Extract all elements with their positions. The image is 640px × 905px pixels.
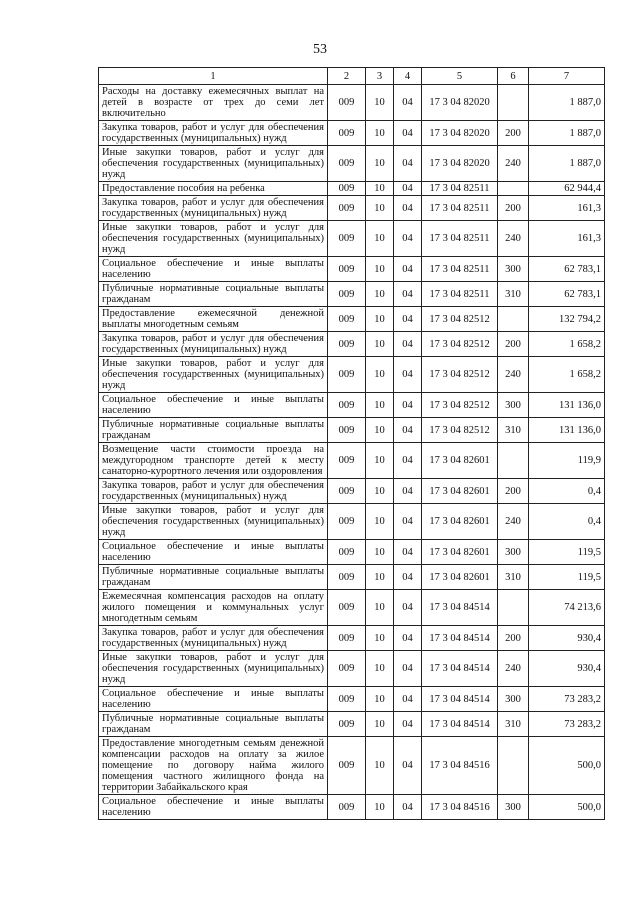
column-header: 4 (394, 68, 422, 85)
row-csr-cell: 17 3 04 82512 (422, 307, 498, 332)
table-row (99, 121, 605, 146)
row-sum-cell: 132 794,2 (529, 307, 605, 332)
row-name-cell: Ежемесячная компенсация расходов на оплату жилого помещения и коммунальных услуг многодетным семьям (99, 590, 328, 626)
row-name-cell: Социальное обеспечение и иные выплаты населению (99, 795, 328, 820)
row-sum-cell: 0,4 (529, 479, 605, 504)
row-csr-cell: 17 3 04 82511 (422, 282, 498, 307)
row-rz-cell: 10 (366, 121, 394, 146)
row-rz-cell: 10 (366, 257, 394, 282)
row-vr-cell: 300 (498, 795, 529, 820)
table-row (99, 443, 605, 479)
row-pr-cell: 04 (394, 307, 422, 332)
row-sum-cell: 119,5 (529, 540, 605, 565)
row-sum-cell: 1 887,0 (529, 121, 605, 146)
column-header: 7 (529, 68, 605, 85)
table-row (99, 221, 605, 257)
row-grbs-cell: 009 (328, 565, 366, 590)
row-pr-cell: 04 (394, 479, 422, 504)
row-pr-cell: 04 (394, 196, 422, 221)
row-rz-cell: 10 (366, 795, 394, 820)
row-vr-cell: 240 (498, 504, 529, 540)
row-grbs-cell: 009 (328, 795, 366, 820)
row-grbs-cell: 009 (328, 182, 366, 196)
row-vr-cell (498, 182, 529, 196)
row-name-cell: Социальное обеспечение и иные выплаты населению (99, 257, 328, 282)
table-body (99, 85, 605, 820)
row-csr-cell: 17 3 04 82601 (422, 443, 498, 479)
row-name-cell: Закупка товаров, работ и услуг для обеспечения государственных (муниципальных) нужд (99, 332, 328, 357)
row-pr-cell: 04 (394, 121, 422, 146)
row-name-cell: Социальное обеспечение и иные выплаты населению (99, 687, 328, 712)
row-pr-cell: 04 (394, 221, 422, 257)
row-pr-cell: 04 (394, 85, 422, 121)
row-rz-cell: 10 (366, 196, 394, 221)
row-pr-cell: 04 (394, 626, 422, 651)
row-csr-cell: 17 3 04 82511 (422, 221, 498, 257)
row-pr-cell: 04 (394, 146, 422, 182)
row-pr-cell: 04 (394, 257, 422, 282)
row-grbs-cell: 009 (328, 443, 366, 479)
table-row (99, 418, 605, 443)
row-csr-cell: 17 3 04 82512 (422, 332, 498, 357)
row-rz-cell: 10 (366, 737, 394, 795)
row-rz-cell: 10 (366, 590, 394, 626)
row-sum-cell: 131 136,0 (529, 418, 605, 443)
table-row (99, 85, 605, 121)
row-sum-cell: 500,0 (529, 795, 605, 820)
row-grbs-cell: 009 (328, 504, 366, 540)
row-grbs-cell: 009 (328, 332, 366, 357)
row-grbs-cell: 009 (328, 737, 366, 795)
row-csr-cell: 17 3 04 82512 (422, 418, 498, 443)
row-name-cell: Публичные нормативные социальные выплаты гражданам (99, 418, 328, 443)
table-row (99, 146, 605, 182)
row-pr-cell: 04 (394, 504, 422, 540)
row-pr-cell: 04 (394, 712, 422, 737)
row-vr-cell: 300 (498, 687, 529, 712)
row-grbs-cell: 009 (328, 196, 366, 221)
row-grbs-cell: 009 (328, 393, 366, 418)
row-csr-cell: 17 3 04 82601 (422, 540, 498, 565)
header-row (99, 68, 605, 85)
row-csr-cell: 17 3 04 82020 (422, 85, 498, 121)
row-name-cell: Предоставление пособия на ребенка (99, 182, 328, 196)
table-row (99, 257, 605, 282)
row-name-cell: Социальное обеспечение и иные выплаты населению (99, 393, 328, 418)
row-rz-cell: 10 (366, 357, 394, 393)
row-vr-cell: 200 (498, 332, 529, 357)
row-vr-cell: 200 (498, 626, 529, 651)
table-row (99, 393, 605, 418)
row-pr-cell: 04 (394, 565, 422, 590)
row-csr-cell: 17 3 04 84516 (422, 737, 498, 795)
row-pr-cell: 04 (394, 393, 422, 418)
row-sum-cell: 119,9 (529, 443, 605, 479)
row-csr-cell: 17 3 04 82601 (422, 504, 498, 540)
row-grbs-cell: 009 (328, 282, 366, 307)
row-name-cell: Иные закупки товаров, работ и услуг для обеспечения государственных (муниципальных) нужд (99, 146, 328, 182)
table-row (99, 357, 605, 393)
row-grbs-cell: 009 (328, 257, 366, 282)
row-name-cell: Иные закупки товаров, работ и услуг для обеспечения государственных (муниципальных) нужд (99, 357, 328, 393)
row-pr-cell: 04 (394, 687, 422, 712)
row-grbs-cell: 009 (328, 146, 366, 182)
row-csr-cell: 17 3 04 82020 (422, 121, 498, 146)
row-rz-cell: 10 (366, 182, 394, 196)
table-row (99, 332, 605, 357)
row-sum-cell: 119,5 (529, 565, 605, 590)
row-sum-cell: 73 283,2 (529, 712, 605, 737)
row-csr-cell: 17 3 04 82512 (422, 393, 498, 418)
row-pr-cell: 04 (394, 795, 422, 820)
row-grbs-cell: 009 (328, 651, 366, 687)
row-sum-cell: 62 944,4 (529, 182, 605, 196)
row-vr-cell: 200 (498, 121, 529, 146)
row-vr-cell: 240 (498, 221, 529, 257)
table-row (99, 307, 605, 332)
row-grbs-cell: 009 (328, 307, 366, 332)
row-sum-cell: 1 658,2 (529, 332, 605, 357)
row-name-cell: Социальное обеспечение и иные выплаты населению (99, 540, 328, 565)
table-row (99, 687, 605, 712)
row-vr-cell: 310 (498, 282, 529, 307)
row-vr-cell: 300 (498, 393, 529, 418)
row-sum-cell: 1 658,2 (529, 357, 605, 393)
row-name-cell: Предоставление ежемесячной денежной выплаты многодетным семьям (99, 307, 328, 332)
row-pr-cell: 04 (394, 357, 422, 393)
row-pr-cell: 04 (394, 590, 422, 626)
row-name-cell: Иные закупки товаров, работ и услуг для обеспечения государственных (муниципальных) нужд (99, 504, 328, 540)
row-sum-cell: 930,4 (529, 626, 605, 651)
row-pr-cell: 04 (394, 651, 422, 687)
column-header: 1 (99, 68, 328, 85)
row-pr-cell: 04 (394, 418, 422, 443)
row-vr-cell (498, 307, 529, 332)
row-grbs-cell: 009 (328, 418, 366, 443)
row-vr-cell: 310 (498, 418, 529, 443)
row-grbs-cell: 009 (328, 221, 366, 257)
row-csr-cell: 17 3 04 84516 (422, 795, 498, 820)
row-vr-cell (498, 590, 529, 626)
table-row (99, 626, 605, 651)
row-vr-cell: 310 (498, 565, 529, 590)
row-sum-cell: 62 783,1 (529, 257, 605, 282)
table-row (99, 712, 605, 737)
row-rz-cell: 10 (366, 651, 394, 687)
row-csr-cell: 17 3 04 82601 (422, 479, 498, 504)
row-pr-cell: 04 (394, 332, 422, 357)
table-row (99, 737, 605, 795)
row-rz-cell: 10 (366, 221, 394, 257)
row-rz-cell: 10 (366, 332, 394, 357)
row-name-cell: Закупка товаров, работ и услуг для обеспечения государственных (муниципальных) нужд (99, 196, 328, 221)
table-row (99, 182, 605, 196)
row-rz-cell: 10 (366, 479, 394, 504)
row-rz-cell: 10 (366, 146, 394, 182)
row-sum-cell: 1 887,0 (529, 85, 605, 121)
row-sum-cell: 62 783,1 (529, 282, 605, 307)
row-pr-cell: 04 (394, 540, 422, 565)
column-header: 3 (366, 68, 394, 85)
row-vr-cell (498, 85, 529, 121)
row-sum-cell: 161,3 (529, 196, 605, 221)
table-row (99, 540, 605, 565)
row-rz-cell: 10 (366, 393, 394, 418)
row-vr-cell: 300 (498, 257, 529, 282)
row-vr-cell: 240 (498, 651, 529, 687)
column-header: 2 (328, 68, 366, 85)
row-vr-cell: 240 (498, 357, 529, 393)
row-sum-cell: 161,3 (529, 221, 605, 257)
row-name-cell: Возмещение части стоимости проезда на междугородном транспорте детей к месту санаторно-курортного лечения или оздоровления (99, 443, 328, 479)
row-sum-cell: 500,0 (529, 737, 605, 795)
row-sum-cell: 930,4 (529, 651, 605, 687)
row-rz-cell: 10 (366, 282, 394, 307)
row-name-cell: Закупка товаров, работ и услуг для обеспечения государственных (муниципальных) нужд (99, 479, 328, 504)
row-csr-cell: 17 3 04 82511 (422, 196, 498, 221)
row-pr-cell: 04 (394, 737, 422, 795)
row-csr-cell: 17 3 04 82511 (422, 182, 498, 196)
row-name-cell: Публичные нормативные социальные выплаты гражданам (99, 712, 328, 737)
row-csr-cell: 17 3 04 82512 (422, 357, 498, 393)
row-csr-cell: 17 3 04 82601 (422, 565, 498, 590)
row-grbs-cell: 009 (328, 540, 366, 565)
row-grbs-cell: 009 (328, 85, 366, 121)
row-grbs-cell: 009 (328, 479, 366, 504)
row-rz-cell: 10 (366, 626, 394, 651)
row-rz-cell: 10 (366, 307, 394, 332)
column-header: 6 (498, 68, 529, 85)
row-grbs-cell: 009 (328, 626, 366, 651)
row-name-cell: Расходы на доставку ежемесячных выплат на детей в возрасте от трех до семи лет включительно (99, 85, 328, 121)
row-rz-cell: 10 (366, 712, 394, 737)
row-rz-cell: 10 (366, 540, 394, 565)
row-grbs-cell: 009 (328, 590, 366, 626)
row-name-cell: Закупка товаров, работ и услуг для обеспечения государственных (муниципальных) нужд (99, 121, 328, 146)
page-number: 53 (313, 42, 327, 57)
row-name-cell: Иные закупки товаров, работ и услуг для обеспечения государственных (муниципальных) нужд (99, 651, 328, 687)
row-sum-cell: 131 136,0 (529, 393, 605, 418)
row-csr-cell: 17 3 04 84514 (422, 626, 498, 651)
table-row (99, 795, 605, 820)
row-pr-cell: 04 (394, 282, 422, 307)
budget-table (98, 67, 605, 820)
row-vr-cell: 310 (498, 712, 529, 737)
row-csr-cell: 17 3 04 84514 (422, 590, 498, 626)
table-row (99, 196, 605, 221)
row-rz-cell: 10 (366, 418, 394, 443)
row-vr-cell: 240 (498, 146, 529, 182)
row-rz-cell: 10 (366, 687, 394, 712)
table-row (99, 282, 605, 307)
row-sum-cell: 73 283,2 (529, 687, 605, 712)
row-name-cell: Публичные нормативные социальные выплаты гражданам (99, 282, 328, 307)
row-vr-cell: 200 (498, 479, 529, 504)
row-sum-cell: 1 887,0 (529, 146, 605, 182)
row-pr-cell: 04 (394, 182, 422, 196)
table-row (99, 590, 605, 626)
row-rz-cell: 10 (366, 85, 394, 121)
table-row (99, 565, 605, 590)
row-name-cell: Закупка товаров, работ и услуг для обеспечения государственных (муниципальных) нужд (99, 626, 328, 651)
column-header: 5 (422, 68, 498, 85)
row-vr-cell: 200 (498, 196, 529, 221)
row-rz-cell: 10 (366, 565, 394, 590)
row-csr-cell: 17 3 04 84514 (422, 687, 498, 712)
row-vr-cell: 300 (498, 540, 529, 565)
row-rz-cell: 10 (366, 443, 394, 479)
row-sum-cell: 74 213,6 (529, 590, 605, 626)
table-row (99, 504, 605, 540)
row-pr-cell: 04 (394, 443, 422, 479)
row-vr-cell (498, 737, 529, 795)
row-csr-cell: 17 3 04 84514 (422, 651, 498, 687)
table-row (99, 479, 605, 504)
row-name-cell: Предоставление многодетным семьям денежной компенсации расходов на оплату за жилое помещение по договору найма жилого помещения частного жилищного фонда на территории Забайкальского края (99, 737, 328, 795)
row-grbs-cell: 009 (328, 687, 366, 712)
row-sum-cell: 0,4 (529, 504, 605, 540)
row-name-cell: Иные закупки товаров, работ и услуг для обеспечения государственных (муниципальных) нужд (99, 221, 328, 257)
row-name-cell: Публичные нормативные социальные выплаты гражданам (99, 565, 328, 590)
row-grbs-cell: 009 (328, 121, 366, 146)
table-row (99, 651, 605, 687)
row-csr-cell: 17 3 04 82511 (422, 257, 498, 282)
row-csr-cell: 17 3 04 82020 (422, 146, 498, 182)
row-vr-cell (498, 443, 529, 479)
row-rz-cell: 10 (366, 504, 394, 540)
row-grbs-cell: 009 (328, 357, 366, 393)
row-csr-cell: 17 3 04 84514 (422, 712, 498, 737)
row-grbs-cell: 009 (328, 712, 366, 737)
